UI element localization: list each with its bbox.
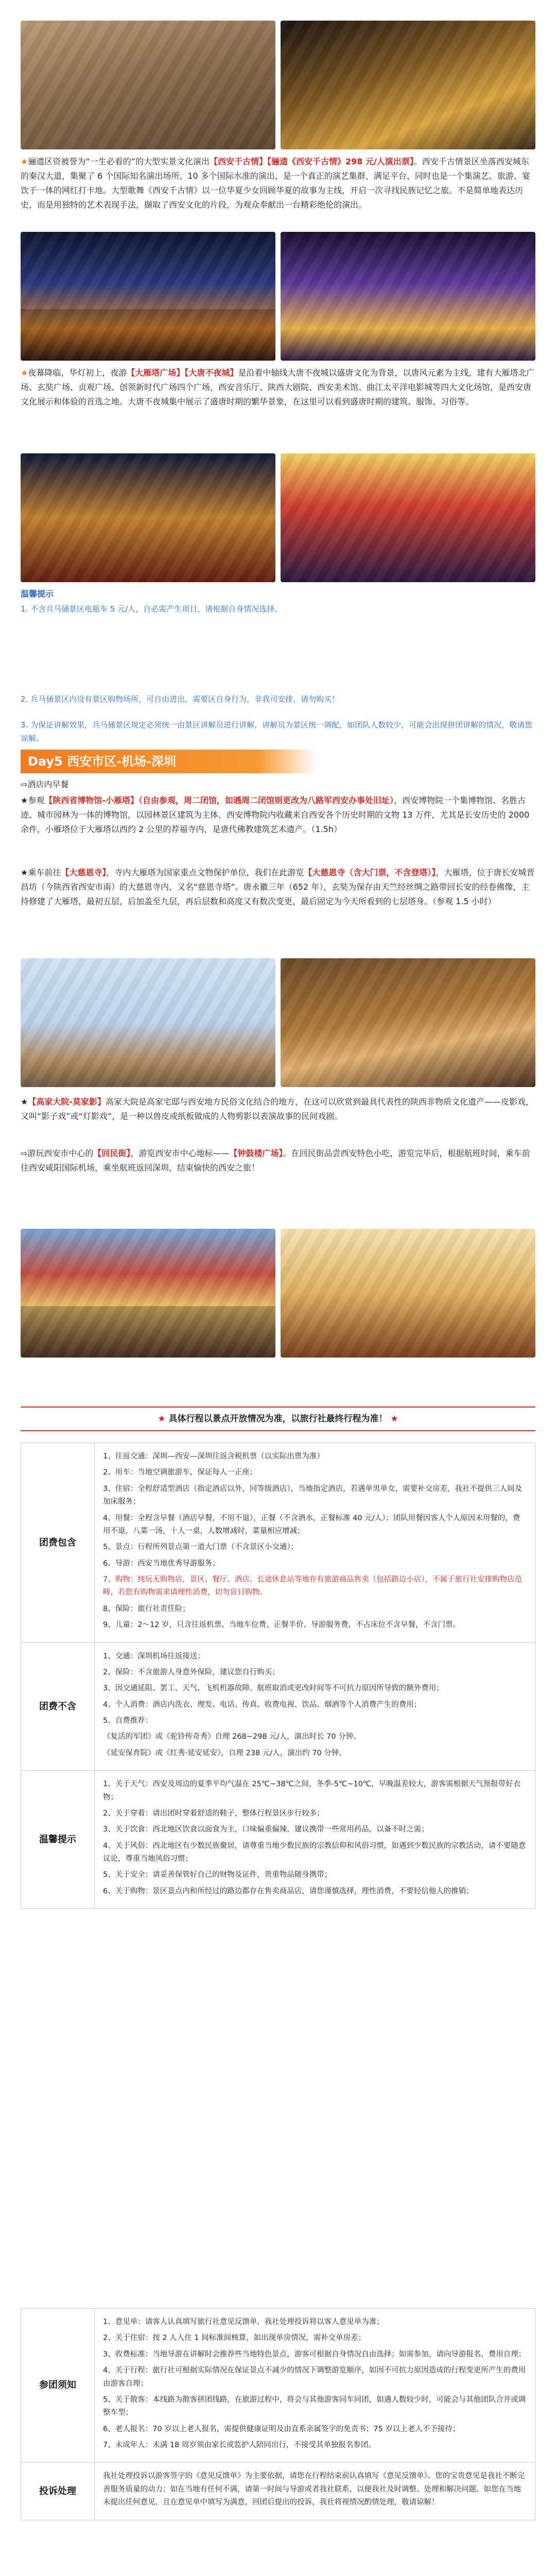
star-bullet: ★	[21, 368, 28, 378]
hotel-breakfast: ⇨酒店内早餐	[21, 779, 69, 789]
list-item: 8、保险：旅行社责任险；	[103, 1604, 190, 1613]
photo-row-1	[21, 21, 535, 149]
p2-highlight-1: 【大慈恩寺】	[61, 868, 107, 877]
list-item: 3、关于饮食：西北地区饮食以面食为主，口味偏重偏辣，建议携带一些常用药品，以备不时之需；	[103, 1825, 429, 1834]
tang-costume-photo	[281, 453, 535, 582]
list-item: 4、关于行程：旅行社可根据实际情况在保证景点不减少的情况下调整游览顺序，如因不可抗力原因造成的行程变更所产生的费用由游客自理；	[103, 2366, 526, 2388]
list-item: 1、往返交通：深圳—西安—深圳往返含税机票（以实际出票为准）	[103, 1452, 324, 1461]
day5-paragraph-1	[21, 793, 535, 837]
intro-part2: 区资被誉为“一生必看的”的大型实景文化演出	[44, 157, 210, 166]
table-row	[21, 1771, 535, 1909]
list-item: 6、老人报名：70 岁以上老人报名，需提供健康证明及由直系亲属签字的免责书；75 岁以上老人不予接待；	[103, 2425, 460, 2433]
p4-highlight-2: 【钟鼓楼广场】	[229, 1148, 283, 1158]
big-wild-goose-pagoda-photo	[21, 958, 275, 1087]
p1-prefix: ★参观	[21, 795, 45, 805]
list-item: 3、住宿：全程舒适型酒店（指定酒店以外，同等级酒店），当地指定酒店，若遇单男单女，需要补交房差，我社不提供三人间及加床服务；	[103, 1484, 522, 1506]
list-item: 6、关于购物：景区景点内和所经过的路边都存在售卖商品店，请您谨慎选择，理性消费，不要轻信他人的推销；	[103, 1887, 474, 1895]
list-item: 1、意见单：请客人认真填写旅行社意见反馈单，我社处理投诉将以客人意见单为准；	[103, 2318, 384, 2326]
intro-rest: 。西安千古情景区坐落西安城东的秦汉大道，集聚了 6 个国际知名演出场所、10 多个国际水准的演出，是一个真正的演艺集群，满足平台、同时也是一个集演艺、旅游、宴饮于一体的网红打卡地。大型歌舞《西安千古情》以一位华夏少女回顾华夏的故事为主线，开启一次寻找民族记忆之旅。不是简单地表达历史，而是用独特的艺术表现手法，撷取了西安文化的片段，为观众奉献出一台精彩绝伦的演出。	[21, 157, 530, 210]
day5-paragraph-2	[21, 866, 535, 909]
evening-highlight-square: 【大雁塔广场】	[127, 368, 185, 378]
p4-rest: 。在回民街品尝西安特色小吃，游览完毕后，根据航班时间，乘车前往西安咸阳国际机场，乘坐航班返回深圳，结束愉快的西安之旅！	[21, 1148, 530, 1173]
list-item: 2、用车：当地空调旅游车，保证每人一正座；	[103, 1468, 257, 1477]
list-item: 5、景点：行程所列景点第一道大门票（不含景区小交通）；	[103, 1543, 298, 1552]
p3-rest: 高家大院是高家宅邸与西安地方民俗文化结合的地方，在这可以欣赏到最具代表性的陕西非物质文化遗产——皮影戏，又叫“影子戏”或“灯影戏”，是一种以兽皮或纸板做成的人物剪影以表演故事的民间戏剧。	[21, 1097, 534, 1121]
p4-prefix: ⇨游玩西安市中心的	[21, 1148, 94, 1158]
list-item: 5、自费推荐：	[103, 1717, 153, 1725]
row-label-complaint: 投诉处理	[21, 2463, 95, 2520]
row-content-tips	[95, 1771, 535, 1909]
day5-paragraph-3	[21, 1095, 535, 1124]
note-2: 2. 兵马俑景区内设有景区购物场所，可自由进出，需要区自身行为，非我司安排，请勿购买！	[21, 694, 340, 704]
list-item: 《复活的军团》或《驼铃传奇秀》自理 268~298 元/人，演出时长 70 分钟。	[103, 1733, 361, 1741]
fee-info-table	[21, 1443, 535, 1909]
list-item: 7、未成年人：未满 18 周岁须由家长或监护人陪同出行，不接受其单独报名参团。	[103, 2441, 376, 2449]
row-label-includes: 团费包含	[21, 1443, 95, 1643]
list-item: 5、关于安全：请妥善保管好自己的财物及证件，贵重物品随身携带；	[103, 1871, 332, 1879]
tang-figurine-photo	[281, 958, 535, 1087]
notice-info-table	[21, 2308, 535, 2520]
row-label-excludes: 团费不含	[21, 1642, 95, 1771]
star-icon: ★	[158, 1414, 166, 1424]
evening-highlight-city: 【大唐不夜城】	[184, 368, 238, 378]
golden-horses-photo	[281, 21, 535, 149]
list-item: 5、关于散客：本线路为散客拼团线路，在旅游过程中，将会与其他游客同车同团，如遇人数较少时，可能会与其他团队合并或调整车型；	[103, 2395, 526, 2417]
row-content-complaint	[95, 2463, 535, 2520]
terracotta-warriors-photo	[21, 21, 275, 149]
p2-rest: ，大雁塔，位于唐长安城晋昌坊（今陕西省西安市南）的大慈恩寺内，又名“慈恩寺塔”。唐永徽三年（652 年），玄奘为保存由天竺经丝绸之路带回长安的经卷佛像，主持修建了大雁塔，最初五层，后加盖至九层，再后层数和高度又有数次变更，最后固定为今天所看到的七层塔身。（参观 1.5 小时）	[21, 868, 535, 906]
table-row	[21, 1443, 535, 1643]
list-item: 4、个人消费：酒店内洗衣、理发、电话、传真、收费电视、饮品、烟酒等个人消费产生的费用；	[103, 1700, 422, 1709]
photo-row-2	[21, 232, 535, 361]
star-icon: ★	[390, 1414, 398, 1424]
p3-prefix: ★	[21, 1097, 28, 1107]
evening-rest: 是沿着中轴线大唐不夜城以盛唐文化为背景，以唐风元素为主线，建有大雁塔北广场、玄奘广场、贞观广场、创领新时代广场四个广场，西安音乐厅、陕西大剧院、西安美术馆、曲江太平洋电影城等四大文化场馆，是西安唐文化展示和体验的首选之地。大唐不夜城集中展示了盛唐时期的繁华景象，在这里可以看到盛唐时期的建筑、服饰、习俗等。	[21, 368, 535, 406]
p4-mid: ，游览西安市中心地标——	[130, 1148, 230, 1158]
row-content-notice	[95, 2309, 535, 2463]
photo-row-3	[21, 453, 535, 582]
intro-highlight-show: 【西安千古情】	[209, 157, 267, 166]
star-bullet: ★	[21, 157, 28, 166]
day5-paragraph-4	[21, 1146, 535, 1175]
list-item: 我社处理投诉以游客签字的《意见反馈单》为主要依据，请您在行程结束前认真填写《意见反馈单》。您的宝贵意见是我社不断完善服务质量的动力；如在当地有任何不满，请第一时间与导游或者我社联系，以便我社及时调整、处理和解决问题。如您在当地未提出任何意见，且在意见单中填写为满意，回团后提出的投诉，我社将视情况酌情处理，敬请谅解！	[103, 2472, 525, 2507]
evening-paragraph	[21, 366, 535, 409]
row-label-tips: 温馨提示	[21, 1771, 95, 1909]
shadow-puppet-photo	[281, 1229, 535, 1358]
table-row	[21, 2463, 535, 2520]
list-item: 3、收费标准：当地导游在讲解时会推荐些当地特色景点，游客可根据自身情况自由选择；如需参加，请向导游报名，费用自理；	[103, 2350, 526, 2359]
list-item: 9、儿童：2～12 岁，只含往返机票、当地车位费、正餐半价、导游服务费，不占床位不含早餐，不含门票。	[103, 1621, 461, 1630]
list-item: 2、保险：不含旅游人身意外保险，建议您自行购买；	[103, 1668, 280, 1676]
list-item: 3、因交通延阻、罢工、天气、飞机机器故障、航班取消或更改时间等不可抗力原因所导致的额外费用；	[103, 1684, 444, 1693]
row-label-notice: 参团须知	[21, 2309, 95, 2463]
p1-red-note: （自由参观，周二闭馆，如遇周二闭馆则更改为八路军西安办事处旧址）	[138, 795, 394, 805]
photo-row-4	[21, 958, 535, 1087]
list-item: 1、交通：深圳机场往返接送；	[103, 1652, 205, 1660]
intro-paragraph	[21, 155, 535, 212]
p1-highlight: 【陕西省博物馆-小雁塔】	[44, 795, 139, 805]
disclaimer-text: 具体行程以景点开放情况为准，以旅行社最终行程为准！	[168, 1414, 388, 1424]
dancer-show-photo	[281, 232, 535, 361]
table-row	[21, 2309, 535, 2463]
evening-part1: 夜幕降临，华灯初上，夜游	[28, 368, 127, 378]
p2-prefix: ★乘车前往	[21, 868, 61, 877]
list-item: 7、购物：纯玩无购物店，景区、餐厅、酒店、长途休息站等地存有旅游商品售卖（包括路边小店），不属于旅行社安排购物店范畴，若您有购物需求请理性消费，切勿盲目购物。	[103, 1575, 522, 1597]
p3-highlight: 【高家大院-莫家影】	[28, 1097, 106, 1107]
p1-rest: ，西安博物院一个集博物馆、名胜古迹、城市园林为一体的博物馆，以园林景区建筑为主体，西安博物院内收藏来自西安各个历史时期的文物 13 万件，尤其是长安历史的 2000 余件，小雁塔位于大雁塔以西约 2 公里的荐福寺内，是唐代佛教建筑艺术遗产。（1.5h）	[21, 795, 530, 834]
list-item: 《延安保育院》或《红秀·延安延安》，自理 238 元/人，演出约 70 分钟。	[103, 1749, 346, 1757]
day5-banner: Day5 西安市区-机场-深圳	[21, 750, 316, 773]
list-item: 4、关于风俗：西北地区有少数民族聚居，请尊重当地少数民族的宗教信仰和风俗习惯，如遇到少数民族的宗教活动，请不要随意议论，尊重当地风俗习惯；	[103, 1841, 526, 1863]
list-item: 6、导游：西安当地优秀导游服务；	[103, 1559, 220, 1568]
list-item: 2、关于穿着：请出团时穿着舒适的鞋子，整体行程景区步行较多；	[103, 1809, 324, 1818]
p2-highlight-2: 【大慈恩寺（含大门票，不含登塔）】	[304, 868, 436, 877]
list-item: 4、用餐：全程含早餐（酒店早餐，不用不退），正餐（不含酒水，正餐标准 40 元/人）；团队用餐因客人个人原因未用餐的，费用不退，八菜一汤，十人一桌，人数增减时，菜量相应增减；	[103, 1514, 520, 1535]
photo-row-5	[21, 1229, 535, 1358]
row-content-excludes	[95, 1642, 535, 1771]
note-3: 3. 为保证讲解效果，兵马俑景区规定必须统一由景区讲解员进行讲解，讲解员为景区统一调配，如团队人数较少，可能会出现拼团讲解的情况，敬请您谅解。	[21, 720, 533, 743]
p2-mid: ，寺内大雁塔为国家重点文物保护单位，我们在此游览	[106, 868, 304, 877]
row-content-includes	[95, 1443, 535, 1643]
city-wall-night-photo	[21, 453, 275, 582]
night-show-photo	[21, 232, 275, 361]
intro-highlight-ticket: 【骊遗《西安千古情》298 元/人演出票】	[267, 157, 414, 166]
muslim-street-photo	[21, 1229, 275, 1358]
list-item: 2、关于住宿：按 2 人入住 1 间标准间核算，如出现单房情况，需补交单房差；	[103, 2334, 366, 2343]
list-item: 1、关于天气：西安及周边的夏季平均气温在 25℃~38℃之间，冬季-5℃~10℃，早晚温差较大，游客需根据天气预报带好衣物；	[103, 1780, 521, 1802]
intro-part1: 骊遗	[28, 157, 45, 166]
notes-title: 温馨提示	[21, 589, 54, 599]
itinerary-disclaimer	[21, 1406, 535, 1431]
table-row	[21, 1642, 535, 1771]
p4-highlight-1: 【回民街】	[93, 1148, 131, 1158]
note-1: 1. 不含兵马俑景区电瓶车 5 元/人，自必需产生项目，请根据自身情况选择。	[21, 604, 283, 614]
